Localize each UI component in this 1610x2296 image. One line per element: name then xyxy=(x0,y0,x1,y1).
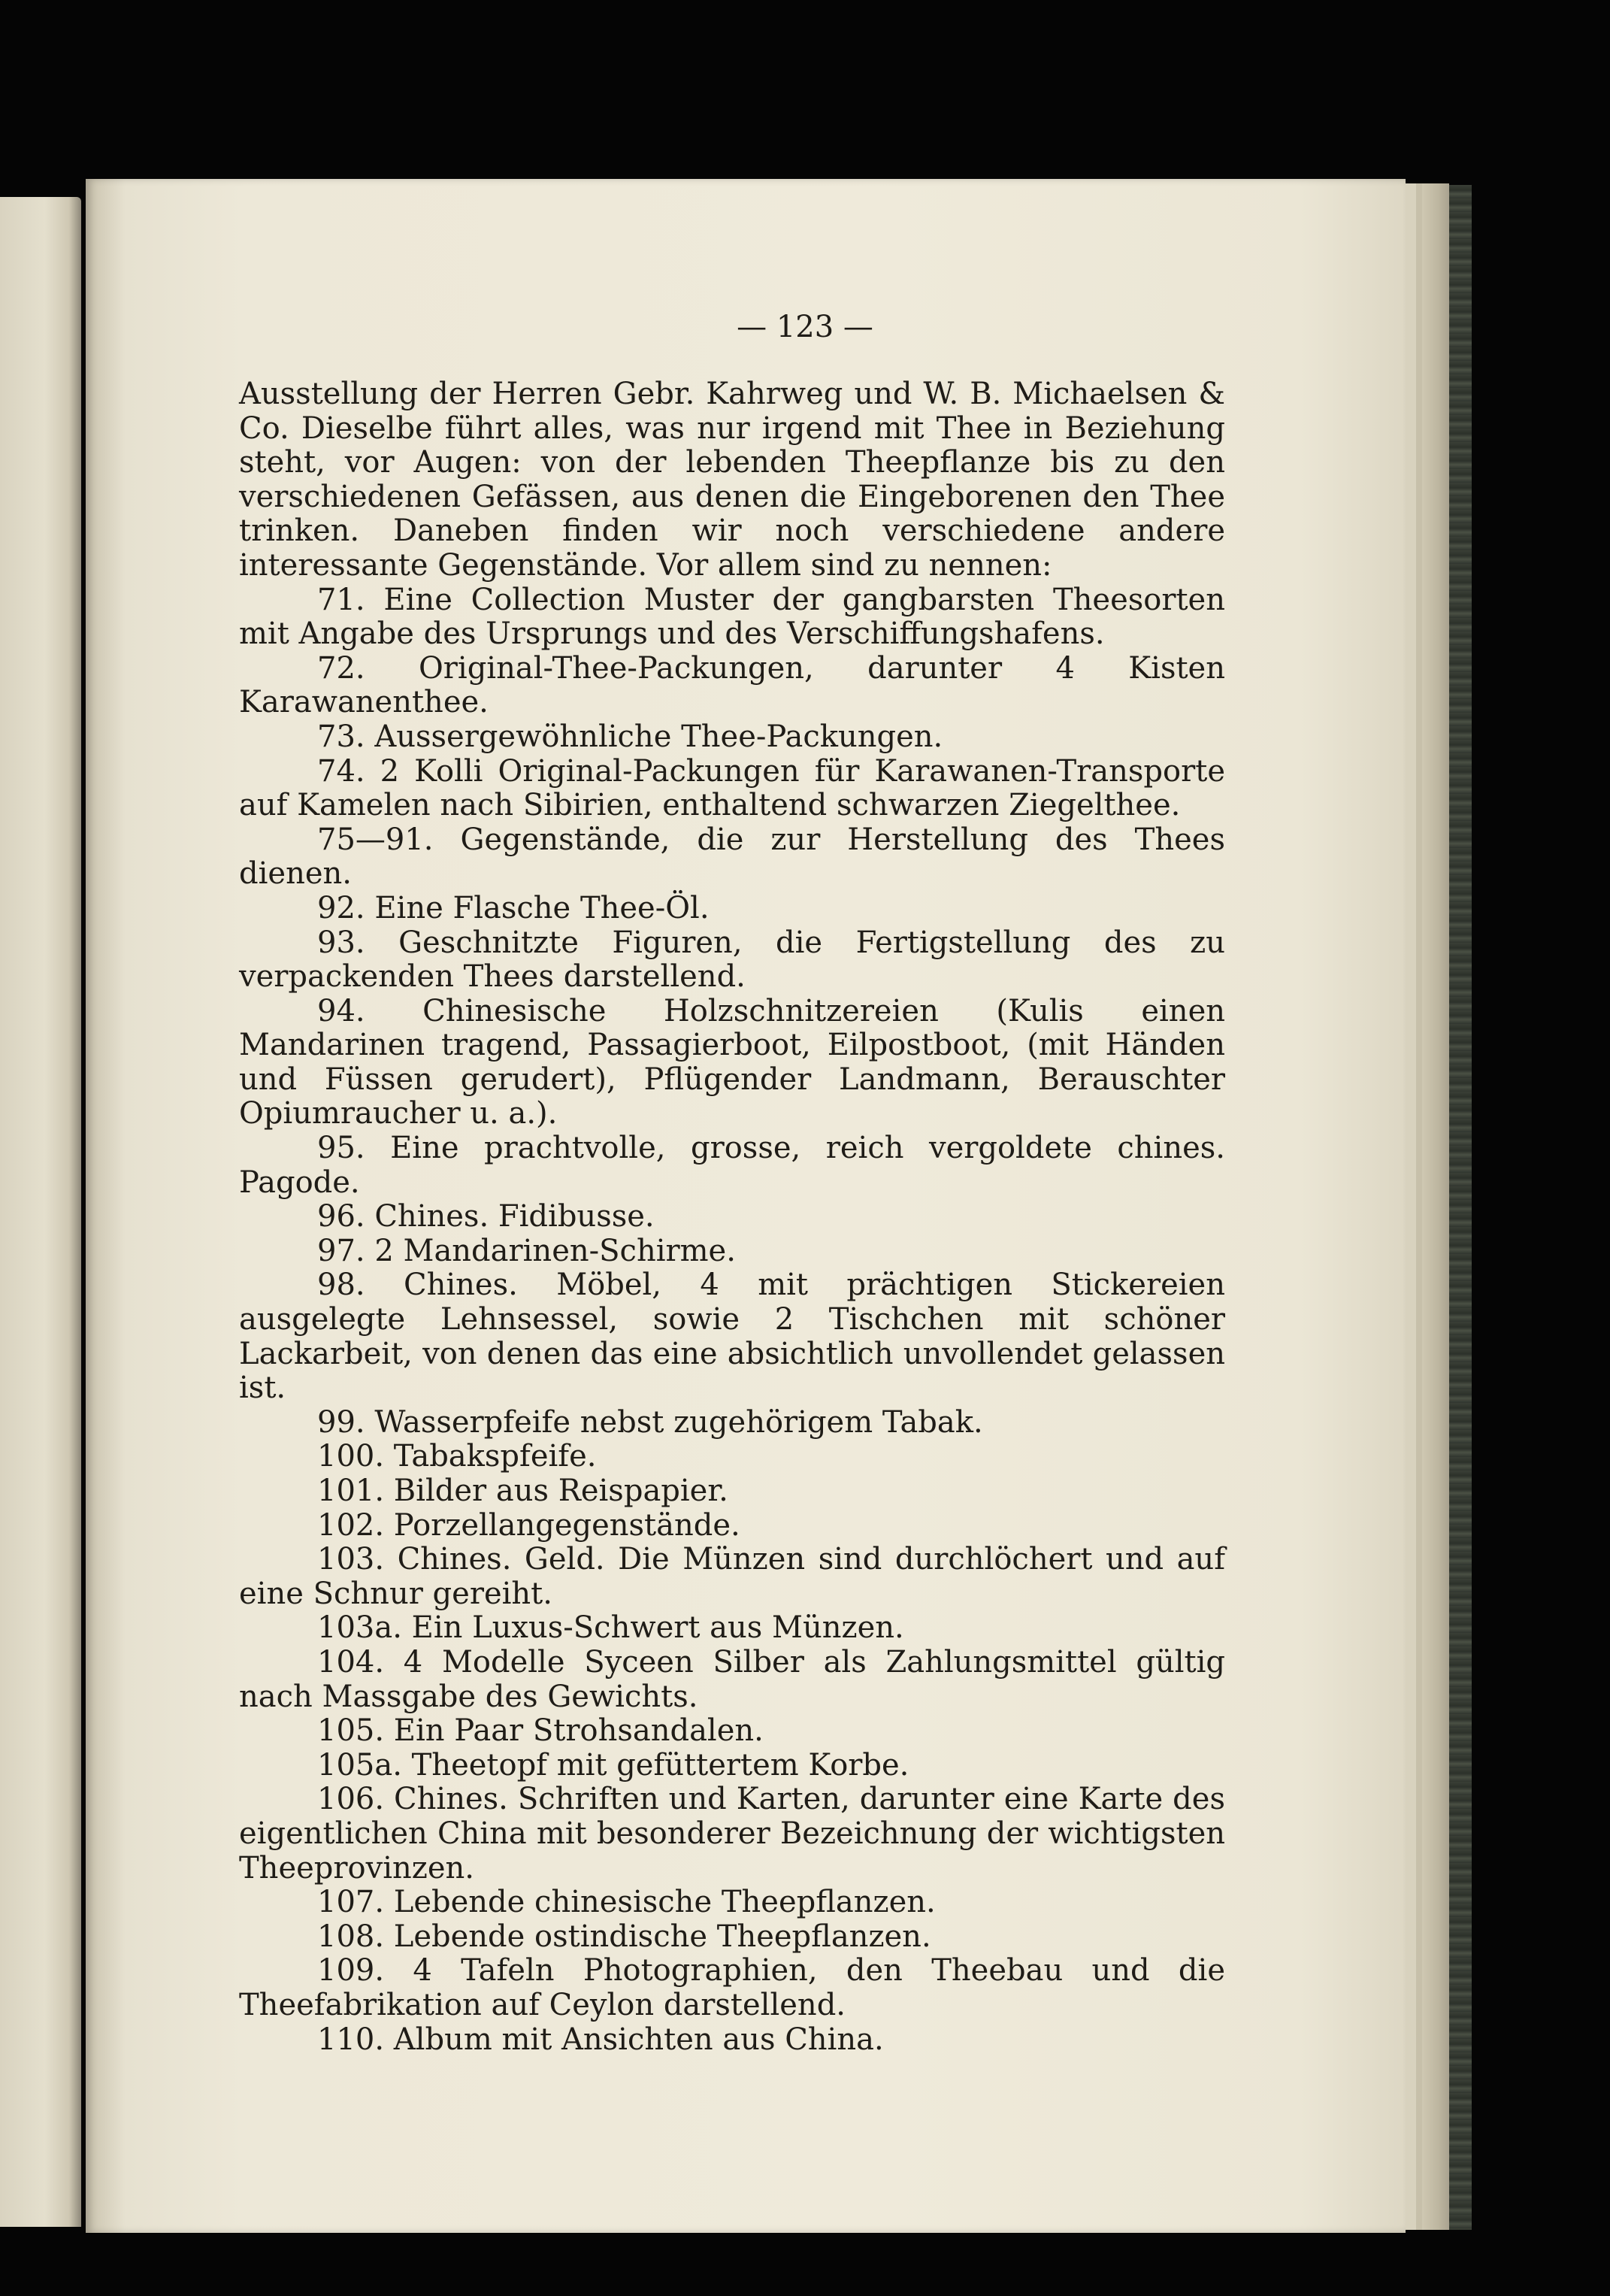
catalog-entry-101: 101. Bilder aus Reispapier. xyxy=(317,1474,728,1508)
catalog-entry-105a: 105a. Theetopf mit gefüttertem Korbe. xyxy=(317,1747,909,1783)
catalog-entry-110: 110. Album mit Ansichten aus China. xyxy=(317,2022,884,2057)
catalog-entry-99: 99. Wasserpfeife nebst zugehörigem Tabak. xyxy=(317,1404,983,1440)
catalog-entry-95: 95. Eine prachtvolle, grosse, reich vergoldete chines. Pagode. xyxy=(239,1131,1225,1200)
catalog-entry-98: 98. Chines. Möbel, 4 mit prächtigen Stickereien ausgelegte Lehnsessel, sowie 2 Tischchen mit schöner Lackarbeit, von denen das eine absichtlich unvollendet gelassen ist. xyxy=(239,1268,1225,1406)
book-cover-edge xyxy=(1449,185,1472,2230)
catalog-entry-94: 94. Chinesische Holzschnitzereien (Kulis einen Mandarinen tragend, Passagierboot, Eilpostboot, (mit Händen und Füssen gerudert), Pflügender Landmann, Berauschter Opiumraucher u. a.). xyxy=(239,993,1225,1131)
page-body xyxy=(239,308,1225,2057)
catalog-entry-96: 96. Chines. Fidibusse. xyxy=(317,1199,655,1234)
catalog-entry-103: 103. Chines. Geld. Die Münzen sind durchlöchert und auf eine Schnur gereiht. xyxy=(239,1542,1225,1611)
catalog-entry-106: 106. Chines. Schriften und Karten, darunter eine Karte des eigentlichen China mit besonderer Bezeichnung der wichtigsten Theeprovinzen. xyxy=(239,1782,1225,1886)
catalog-entry-109: 109. 4 Tafeln Photographien, den Theebau und die Theefabrikation auf Ceylon darstellend. xyxy=(239,1953,1225,2022)
catalog-entry-74: 74. 2 Kolli Original-Packungen für Karawanen-Transporte auf Kamelen nach Sibirien, enthaltend schwarzen Ziegelthee. xyxy=(239,753,1225,823)
catalog-entry-93: 93. Geschnitzte Figuren, die Fertigstellung des zu verpackenden Thees darstellend. xyxy=(239,925,1225,995)
catalog-entry-103a: 103a. Ein Luxus-Schwert aus Münzen. xyxy=(317,1610,904,1646)
catalog-entry-107: 107. Lebende chinesische Theepflanzen. xyxy=(317,1885,936,1920)
catalog-entry-108: 108. Lebende ostindische Theepflanzen. xyxy=(317,1919,931,1954)
catalog-entry-102: 102. Porzellangegenstände. xyxy=(317,1507,740,1543)
catalog-entry-100: 100. Tabakspfeife. xyxy=(317,1439,597,1474)
facing-page-edge xyxy=(0,197,81,2227)
intro-paragraph: Ausstellung der Herren Gebr. Kahrweg und W. B. Michaelsen & Co. Dieselbe führt alles, was nur irgend mit Thee in Beziehung steht, vor Augen: von der lebenden Theepflanze bis zu den verschiedenen Gefässen, aus denen die Eingeborenen den Thee trinken. Daneben finden wir noch verschiedene andere interessante Gegenstände. Vor allem sind zu nennen: xyxy=(239,377,1225,583)
catalog-entry-92: 92. Eine Flasche Thee-Öl. xyxy=(317,890,710,925)
page-stack-edge xyxy=(1416,183,1422,2230)
page-number: — 123 — xyxy=(737,310,873,344)
page-stack-edge xyxy=(1422,183,1449,2230)
catalog-entry-97: 97. 2 Mandarinen-Schirme. xyxy=(317,1233,736,1268)
catalog-entry-105: 105. Ein Paar Strohsandalen. xyxy=(317,1713,764,1749)
catalog-entry-73: 73. Aussergewöhnliche Thee-Packungen. xyxy=(317,719,943,754)
page-stack-edge xyxy=(1406,183,1416,2230)
catalog-entry-71: 71. Eine Collection Muster der gangbarsten Theesorten mit Angabe des Ursprungs und des Verschiffungshafens. xyxy=(239,582,1225,652)
catalog-entry-75-91: 75—91. Gegenstände, die zur Herstellung des Thees dienen. xyxy=(239,822,1225,892)
catalog-entry-104: 104. 4 Modelle Syceen Silber als Zahlungsmittel gültig nach Massgabe des Gewichts. xyxy=(239,1644,1225,1714)
catalog-entry-72: 72. Original-Thee-Packungen, darunter 4 Kisten Karawanenthee. xyxy=(239,650,1225,720)
